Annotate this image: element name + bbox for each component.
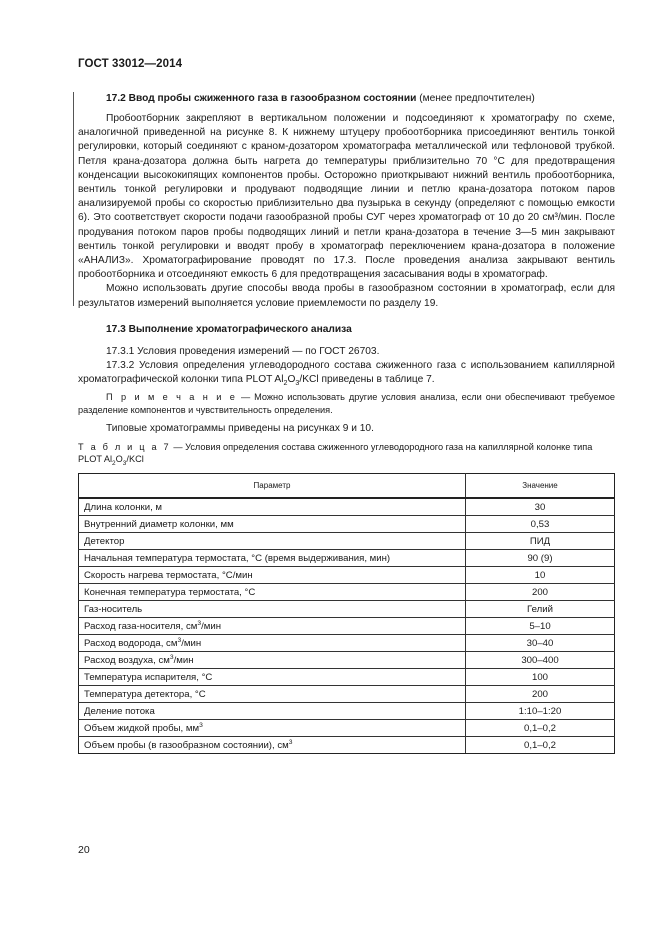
parameter-text: Начальная температура термостата, °С (время выдерживания, мин) — [84, 552, 391, 564]
section-17-2-paragraph-1: Пробоотборник закрепляют в вертикальном положении и подсоединяют к хроматографу по схеме, аналогичной приведенной на рисунке 8. К нижнему штуцеру пробоотборника присоединяют вентиль тонкой регулировки, который соединяют с краном-дозатором хроматографа металлической или тефлоновой трубкой. Петля крана-дозатора должна быть нагрета до температуры приблизительно 70 °С для предотвращения конденсации высококипящих компонентов пробы. Осторожно приоткрывают нижний вентиль пробоотборника, вентиль тонкой регулировки и продувают подводящие линии и петлю крана-дозатора потоком паров анализируемой пробы со скоростью приблизительно два пузырька в секунду (определяют с помощью емкости 6). Это соответствует скорости подачи газообразной пробы СУГ через хроматограф от 10 до 20 см³/мин. После продувания потоком паров пробы подводящих линий и петли крана-дозатора в течение 3—5 мин закрывают вентиль тонкой регулировки и вводят пробу в хроматограф переключением крана-дозатора в положение «АНАЛИЗ». Хроматографирование проводят по 17.3. После проведения анализа закрывают вентиль пробоотборника и отсоединяют емкость 6 для предотвращения засасывания воды в хроматограф. — [78, 113, 615, 281]
table-row — [79, 635, 615, 652]
revision-margin-bar — [73, 92, 74, 306]
note-label: П р и м е ч а н и е — [106, 392, 238, 403]
note — [78, 391, 615, 417]
table-row — [79, 686, 615, 703]
table-row — [79, 737, 615, 754]
parameter-cell — [79, 686, 466, 703]
table-7-caption — [78, 441, 615, 466]
clause-17-3-2-text-c: /KCl приведены в таблице 7. — [299, 374, 435, 386]
section-17-2-title — [106, 92, 615, 105]
main-content — [78, 92, 615, 466]
value-cell: 30 — [466, 498, 615, 516]
value-cell: ПИД — [466, 533, 615, 550]
value-cell: 0,1–0,2 — [466, 720, 615, 737]
note-text: — Можно использовать другие условия анализа, если они обеспечивают требуемое разделение компонентов и чувствительность определения. — [78, 392, 615, 416]
parameter-text-suffix: /мин — [181, 637, 202, 649]
table-row — [79, 498, 615, 516]
table-row — [79, 618, 615, 635]
parameter-cell — [79, 737, 466, 754]
table-row — [79, 550, 615, 567]
value-cell: 100 — [466, 669, 615, 686]
parameter-text: Объем жидкой пробы, мм — [84, 722, 200, 734]
section-17-2-paragraph-2: Можно использовать другие способы ввода пробы в газообразном состоянии в хроматограф, если для результатов измерений выполняется условие приемлемости по разделу 19. — [78, 283, 615, 309]
parameter-cell — [79, 584, 466, 601]
parameter-cell — [79, 550, 466, 567]
parameter-cell — [79, 720, 466, 737]
parameter-cell — [79, 533, 466, 550]
table-row — [79, 652, 615, 669]
clause-17-3-2-text-a: 17.3.2 Условия определения углеводородного состава сжиженного газа с использованием капиллярной хроматографической колонки типа PLOT Al — [78, 360, 615, 386]
table-row — [79, 720, 615, 737]
parameter-text: Газ-носитель — [84, 603, 143, 615]
clause-17-3-2-sub-2: 3 — [295, 379, 300, 388]
table-header-row — [79, 474, 615, 499]
value-cell: 300–400 — [466, 652, 615, 669]
table-row — [79, 516, 615, 533]
parameter-cell — [79, 669, 466, 686]
parameter-cell — [79, 635, 466, 652]
value-cell: 10 — [466, 567, 615, 584]
parameter-superscript: 3 — [177, 636, 182, 644]
value-cell: 90 (9) — [466, 550, 615, 567]
value-cell: Гелий — [466, 601, 615, 618]
clause-17-3-1: 17.3.1 Условия проведения измерений — по ГОСТ 26703. — [106, 345, 380, 357]
value-cell: 30–40 — [466, 635, 615, 652]
parameter-cell — [79, 703, 466, 720]
parameter-superscript: 3 — [288, 738, 293, 746]
page-header: ГОСТ 33012—2014 — [78, 58, 183, 70]
parameter-text: Внутренний диаметр колонки, мм — [84, 518, 234, 530]
table-caption-text-a: — Условия определения состава сжиженного углеводородного газа на капиллярной колонке типа PLOT Al — [78, 441, 593, 465]
table-row — [79, 533, 615, 550]
value-cell: 5–10 — [466, 618, 615, 635]
parameter-cell — [79, 618, 466, 635]
parameter-cell — [79, 601, 466, 618]
parameter-text: Длина колонки, м — [84, 501, 163, 513]
header-value: Значение — [466, 474, 615, 499]
parameter-superscript: 3 — [199, 721, 203, 729]
table-row — [79, 567, 615, 584]
value-cell: 0,53 — [466, 516, 615, 533]
parameter-text: Конечная температура термостата, °С — [84, 586, 256, 598]
table-7 — [78, 473, 615, 754]
table-row — [79, 584, 615, 601]
parameter-cell — [79, 498, 466, 516]
parameter-text: Скорость нагрева термостата, °С/мин — [84, 569, 253, 581]
table-row — [79, 669, 615, 686]
parameter-superscript: 3 — [169, 653, 174, 661]
clause-17-3-2-text-b: O — [287, 374, 296, 386]
table-row — [79, 601, 615, 618]
clause-17-3-2 — [78, 359, 615, 387]
table-caption-text-c: /KCl — [126, 454, 144, 465]
parameter-cell — [79, 567, 466, 584]
parameter-text: Расход водорода, см — [84, 637, 178, 649]
value-cell: 0,1–0,2 — [466, 737, 615, 754]
section-17-3-title: 17.3 Выполнение хроматографического анализа — [106, 323, 352, 335]
value-cell: 1:10–1:20 — [466, 703, 615, 720]
table-caption-text-b: O — [115, 454, 123, 465]
table-caption-sub-1: 2 — [112, 459, 116, 467]
parameter-cell — [79, 652, 466, 669]
parameter-text-suffix: /мин — [201, 620, 222, 632]
parameter-text: Расход газа-носителя, см — [84, 620, 198, 632]
parameter-text: Температура детектора, °С — [84, 688, 206, 700]
parameter-text: Объем пробы (в газообразном состоянии), см — [84, 739, 289, 751]
table-caption-sub-2: 3 — [122, 459, 127, 467]
section-17-2-title-bold: 17.2 Ввод пробы сжиженного газа в газообразном состоянии — [106, 93, 417, 104]
parameter-text: Деление потока — [84, 705, 155, 717]
section-17-2-title-rest: (менее предпочтителен) — [416, 93, 535, 104]
clause-17-3-2-sub-1: 2 — [283, 379, 288, 388]
typical-chromatograms-text: Типовые хроматограммы приведены на рисунках 9 и 10. — [106, 423, 374, 435]
table-caption-label: Т а б л и ц а 7 — [78, 441, 171, 452]
page-number: 20 — [78, 844, 90, 856]
parameter-cell — [79, 516, 466, 533]
value-cell: 200 — [466, 686, 615, 703]
parameter-text: Температура испарителя, °С — [84, 671, 213, 683]
table-row — [79, 703, 615, 720]
parameter-text-suffix: /мин — [173, 654, 194, 666]
parameter-text: Детектор — [84, 535, 125, 547]
parameter-superscript: 3 — [197, 619, 202, 627]
value-cell: 200 — [466, 584, 615, 601]
parameter-text: Расход воздуха, см — [84, 654, 170, 666]
table-body — [79, 498, 615, 754]
header-parameter: Параметр — [79, 474, 466, 499]
